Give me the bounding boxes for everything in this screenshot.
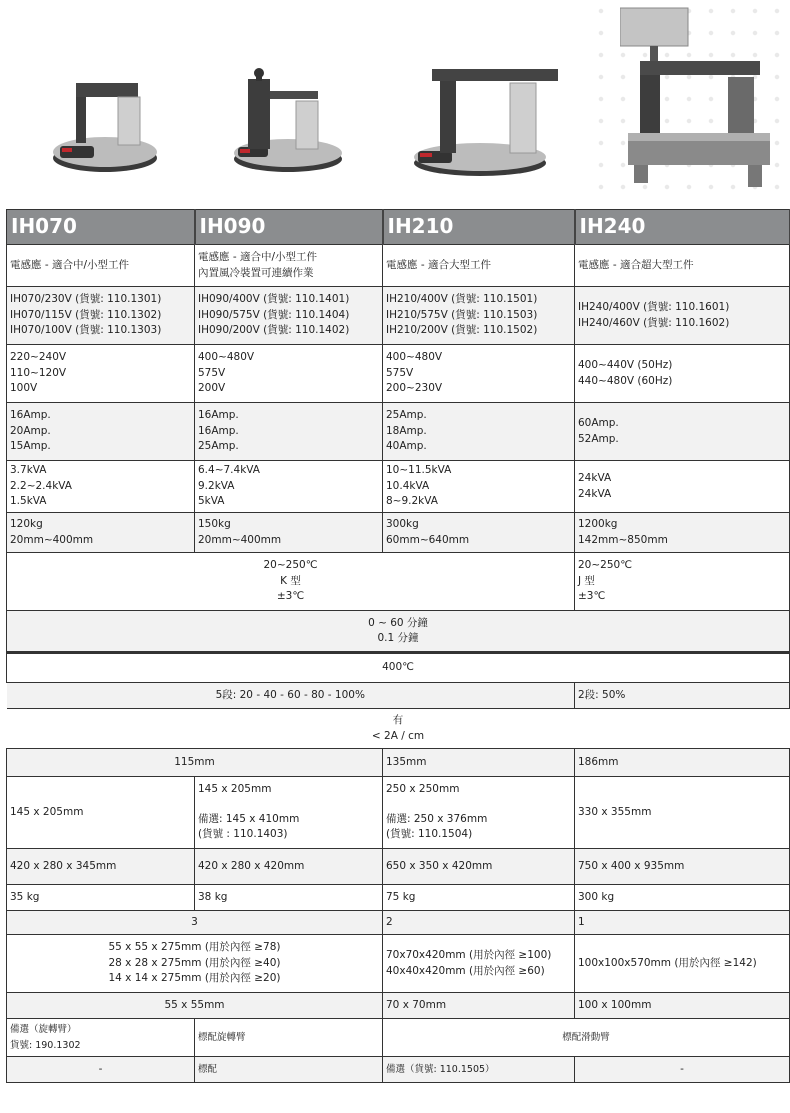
temperature-shared-cell: 20~250℃ K 型 ±3℃	[7, 553, 575, 611]
dimensions-cell: 420 x 280 x 420mm	[195, 849, 383, 885]
accessory-cell: -	[7, 1057, 195, 1083]
yoke-height-shared-cell: 115mm	[7, 749, 383, 777]
accessory-cell: 備選（貨號: 110.1505）	[383, 1057, 575, 1083]
part-number-cell: IH090/400V (貨號: 110.1401) IH090/575V (貨號: 110.1404) IH090/200V (貨號: 110.1402)	[195, 287, 383, 345]
weight-row	[7, 885, 790, 911]
voltage-cell: 400~480V 575V 200~230V	[383, 345, 575, 403]
model-header: IH090	[195, 210, 383, 245]
temperature-row	[7, 553, 790, 611]
yoke-count-row	[7, 911, 790, 935]
description-cell: 電感應 - 適合超大型工件	[575, 245, 790, 287]
yoke-count-ih240-cell: 1	[575, 911, 790, 935]
workpiece-row	[7, 513, 790, 553]
power-levels-ih240-cell: 2段: 50%	[575, 683, 790, 709]
model-header: IH210	[383, 210, 575, 245]
description-cell: 電感應 - 適合大型工件	[383, 245, 575, 287]
yoke-sizes-row	[7, 935, 790, 993]
dimensions-cell: 650 x 350 x 420mm	[383, 849, 575, 885]
model-header: IH070	[7, 210, 195, 245]
max-temp-row	[7, 653, 790, 683]
yoke-height-row	[7, 749, 790, 777]
pole-face-shared-cell: 55 x 55mm	[7, 993, 383, 1019]
power-cell: 10~11.5kVA 10.4kVA 8~9.2kVA	[383, 461, 575, 513]
part-number-row	[7, 287, 790, 345]
ih240-machine-image	[620, 5, 770, 190]
description-cell: 電感應 - 適合中/小型工件 內置風冷裝置可連續作業	[195, 245, 383, 287]
pole-face-ih210-cell: 70 x 70mm	[383, 993, 575, 1019]
yoke-count-ih210-cell: 2	[383, 911, 575, 935]
timer-cell: 0 ~ 60 分鐘 0.1 分鐘	[7, 611, 790, 653]
dimensions-cell: 420 x 280 x 345mm	[7, 849, 195, 885]
work-area-cell: 145 x 205mm 備選: 145 x 410mm (貨號 : 110.1403)	[195, 777, 383, 849]
accessory-cell: -	[575, 1057, 790, 1083]
arm-ih070-cell: 備選（旋轉臂） 貨號: 190.1302	[7, 1019, 195, 1057]
yoke-count-shared-cell: 3	[7, 911, 383, 935]
yoke-sizes-ih240-cell: 100x100x570mm (用於內徑 ≥142)	[575, 935, 790, 993]
current-cell: 25Amp. 18Amp. 40Amp.	[383, 403, 575, 461]
work-area-row	[7, 777, 790, 849]
model-header: IH240	[575, 210, 790, 245]
ih070-machine-image	[50, 80, 160, 175]
voltage-row	[7, 345, 790, 403]
part-number-cell: IH210/400V (貨號: 110.1501) IH210/575V (貨號: 110.1503) IH210/200V (貨號: 110.1502)	[383, 287, 575, 345]
product-images	[0, 0, 790, 205]
power-cell: 6.4~7.4kVA 9.2kVA 5kVA	[195, 461, 383, 513]
current-row	[7, 403, 790, 461]
pole-face-row	[7, 993, 790, 1019]
weight-cell: 300 kg	[575, 885, 790, 911]
max-temp-cell: 400℃	[7, 653, 790, 683]
work-area-cell: 145 x 205mm	[7, 777, 195, 849]
yoke-height-ih240-cell: 186mm	[575, 749, 790, 777]
arm-ih210-240-cell: 標配滑動臂	[383, 1019, 790, 1057]
description-row	[7, 245, 790, 287]
accessory-row	[7, 1057, 790, 1083]
part-number-cell: IH070/230V (貨號: 110.1301) IH070/115V (貨號: 110.1302) IH070/100V (貨號: 110.1303)	[7, 287, 195, 345]
weight-cell: 38 kg	[195, 885, 383, 911]
dimensions-row	[7, 849, 790, 885]
spec-table	[6, 209, 790, 1083]
timer-row	[7, 611, 790, 653]
current-cell: 16Amp. 20Amp. 15Amp.	[7, 403, 195, 461]
work-area-cell: 250 x 250mm 備選: 250 x 376mm (貨號: 110.1504)	[383, 777, 575, 849]
yoke-height-ih210-cell: 135mm	[383, 749, 575, 777]
model-header-row	[7, 210, 790, 245]
power-levels-shared-cell: 5段: 20 - 40 - 60 - 80 - 100%	[7, 683, 575, 709]
workpiece-cell: 300kg 60mm~640mm	[383, 513, 575, 553]
work-area-cell: 330 x 355mm	[575, 777, 790, 849]
workpiece-cell: 1200kg 142mm~850mm	[575, 513, 790, 553]
current-cell: 60Amp. 52Amp.	[575, 403, 790, 461]
arm-ih090-cell: 標配旋轉臂	[195, 1019, 383, 1057]
current-cell: 16Amp. 16Amp. 25Amp.	[195, 403, 383, 461]
power-row	[7, 461, 790, 513]
ih210-machine-image	[410, 65, 560, 180]
dimensions-cell: 750 x 400 x 935mm	[575, 849, 790, 885]
voltage-cell: 400~440V (50Hz) 440~480V (60Hz)	[575, 345, 790, 403]
accessory-cell: 標配	[195, 1057, 383, 1083]
description-cell: 電感應 - 適合中/小型工件	[7, 245, 195, 287]
power-cell: 3.7kVA 2.2~2.4kVA 1.5kVA	[7, 461, 195, 513]
arm-row	[7, 1019, 790, 1057]
workpiece-cell: 150kg 20mm~400mm	[195, 513, 383, 553]
yoke-sizes-ih210-cell: 70x70x420mm (用於內徑 ≥100) 40x40x420mm (用於內徑 ≥60)	[383, 935, 575, 993]
demagnetization-row	[7, 709, 790, 749]
voltage-cell: 400~480V 575V 200V	[195, 345, 383, 403]
weight-cell: 75 kg	[383, 885, 575, 911]
power-levels-row	[7, 683, 790, 709]
power-cell: 24kVA 24kVA	[575, 461, 790, 513]
pole-face-ih240-cell: 100 x 100mm	[575, 993, 790, 1019]
temperature-ih240-cell: 20~250℃ J 型 ±3℃	[575, 553, 790, 611]
weight-cell: 35 kg	[7, 885, 195, 911]
demagnetization-cell: 有 < 2A / cm	[7, 709, 790, 749]
ih090-machine-image	[228, 65, 348, 175]
part-number-cell: IH240/400V (貨號: 110.1601) IH240/460V (貨號: 110.1602)	[575, 287, 790, 345]
yoke-sizes-shared-cell: 55 x 55 x 275mm (用於內徑 ≥78) 28 x 28 x 275mm (用於內徑 ≥40) 14 x 14 x 275mm (用於內徑 ≥20)	[7, 935, 383, 993]
voltage-cell: 220~240V 110~120V 100V	[7, 345, 195, 403]
workpiece-cell: 120kg 20mm~400mm	[7, 513, 195, 553]
